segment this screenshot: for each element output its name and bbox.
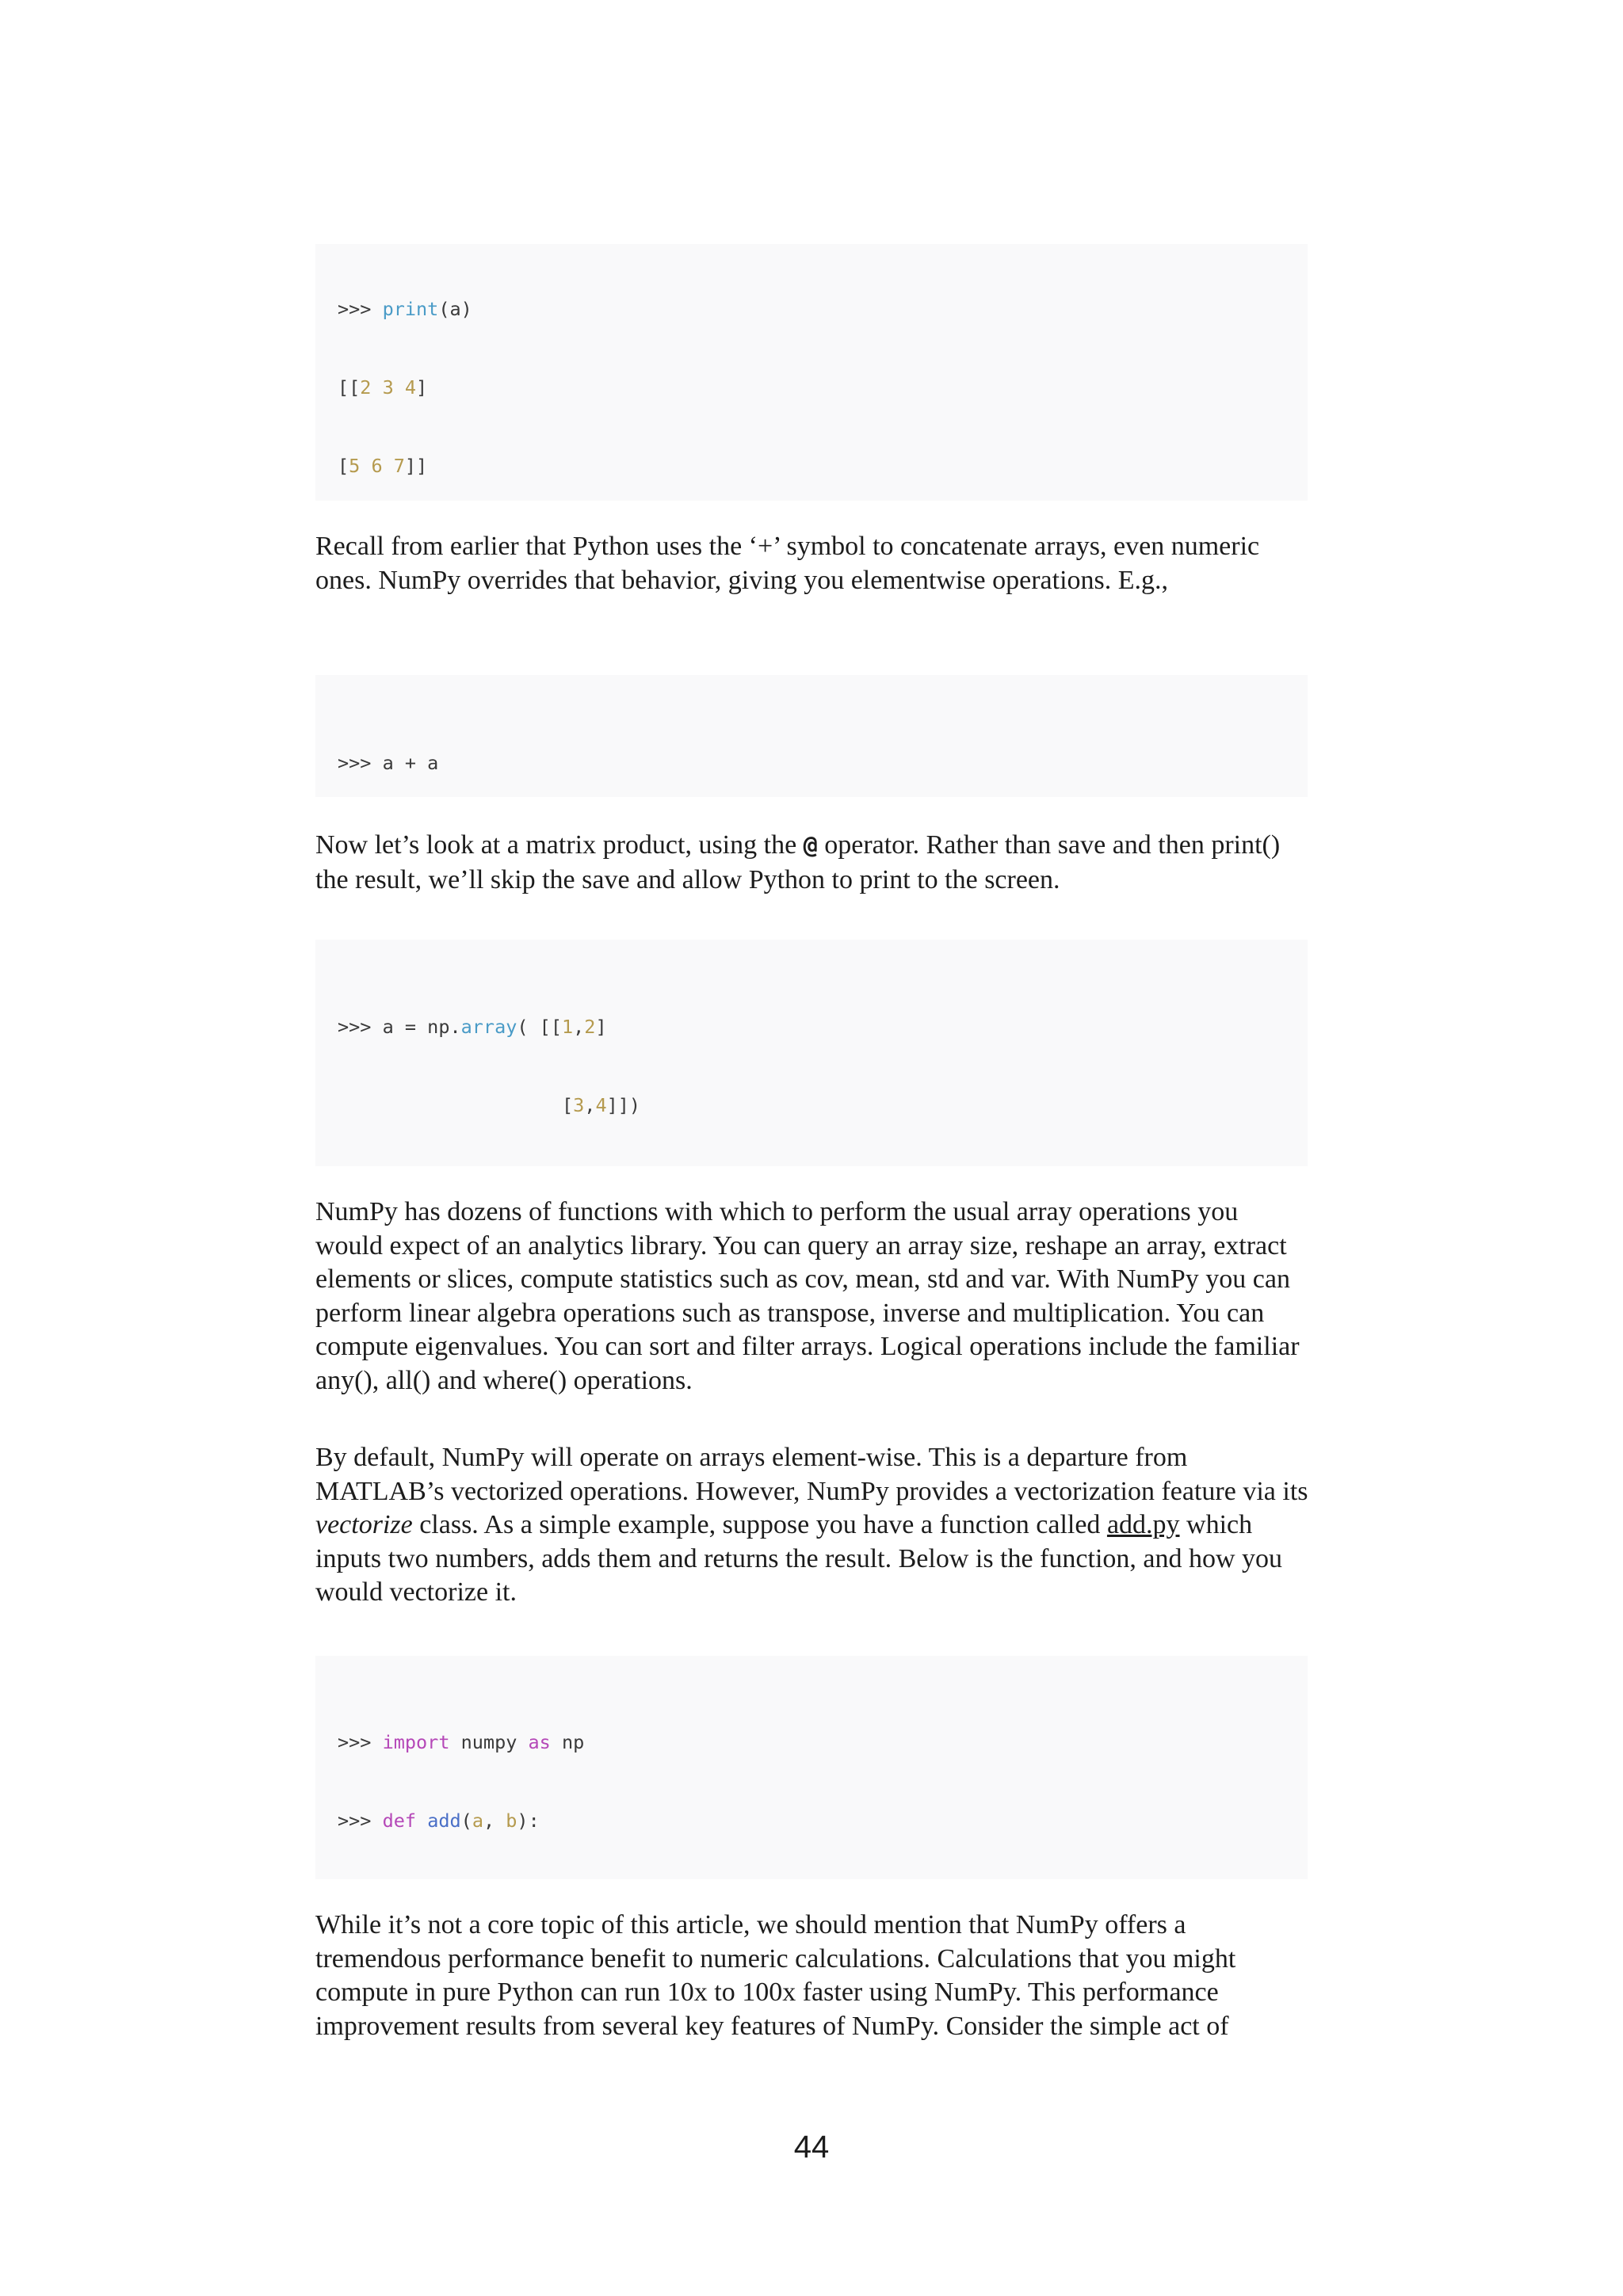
code-block-matmul bbox=[315, 940, 1308, 1166]
paragraph-vectorize: By default, NumPy will operate on arrays element-wise. This is a departure from MATLAB’s vectorized operations. However, NumPy provides a vectorization feature via its vectorize class. As a simple example, suppose you have a function called add.py which inputs two numbers, adds them and returns the result. Below is the function, and how you would vectorize it. bbox=[315, 1443, 1308, 1607]
code-block-vectorize bbox=[315, 1656, 1308, 1879]
paragraph-concatenate: Recall from earlier that Python uses the ‘+’ symbol to concatenate arrays, even numeric ones. NumPy overrides that behavior, giving you elementwise operations. E.g., bbox=[315, 532, 1260, 595]
code-line: [[2 3 4] bbox=[338, 376, 428, 399]
paragraph-performance: While it’s not a core topic of this article, we should mention that NumPy offers a tremendous performance benefit to numeric calculations. Calculations that you might compute in pure Python can run 10x to 100x faster using NumPy. This performance improvement results from several key features of NumPy. Consider the simple act of bbox=[315, 1910, 1236, 2041]
code-block-add bbox=[315, 675, 1308, 797]
paragraph-numpy-functions: NumPy has dozens of functions with which to perform the usual array operations you would expect of an analytics library. You can query an array size, reshape an array, extract elements or slices, compute statistics such as cov, mean, std and var. With NumPy you can perform linear algebra operations such as transpose, inverse and multiplication. You can compute eigenvalues. You can sort and filter arrays. Logical operations include the familiar any(), all() and where() operations. bbox=[315, 1197, 1300, 1395]
code-line: >>> def add(a, b): bbox=[338, 1810, 540, 1832]
code-line: >>> a = np.array( [[1,2] bbox=[338, 1016, 607, 1038]
code-line: >>> print(a) bbox=[338, 298, 472, 320]
page-number: 44 bbox=[793, 2130, 830, 2164]
code-block-print-multiply bbox=[315, 244, 1308, 501]
code-line: >>> a + a bbox=[338, 752, 439, 774]
code-line: [3,4]]) bbox=[338, 1094, 641, 1116]
code-line: >>> import numpy as np bbox=[338, 1731, 585, 1753]
paragraph-matrix-product: Now let’s look at a matrix product, using the @ operator. Rather than save and then print() the result, we’ll skip the save and allow Python to print to the screen. bbox=[315, 830, 1281, 894]
add-py-link[interactable]: add.py bbox=[1106, 1510, 1180, 1539]
code-line: [5 6 7]] bbox=[338, 455, 428, 477]
